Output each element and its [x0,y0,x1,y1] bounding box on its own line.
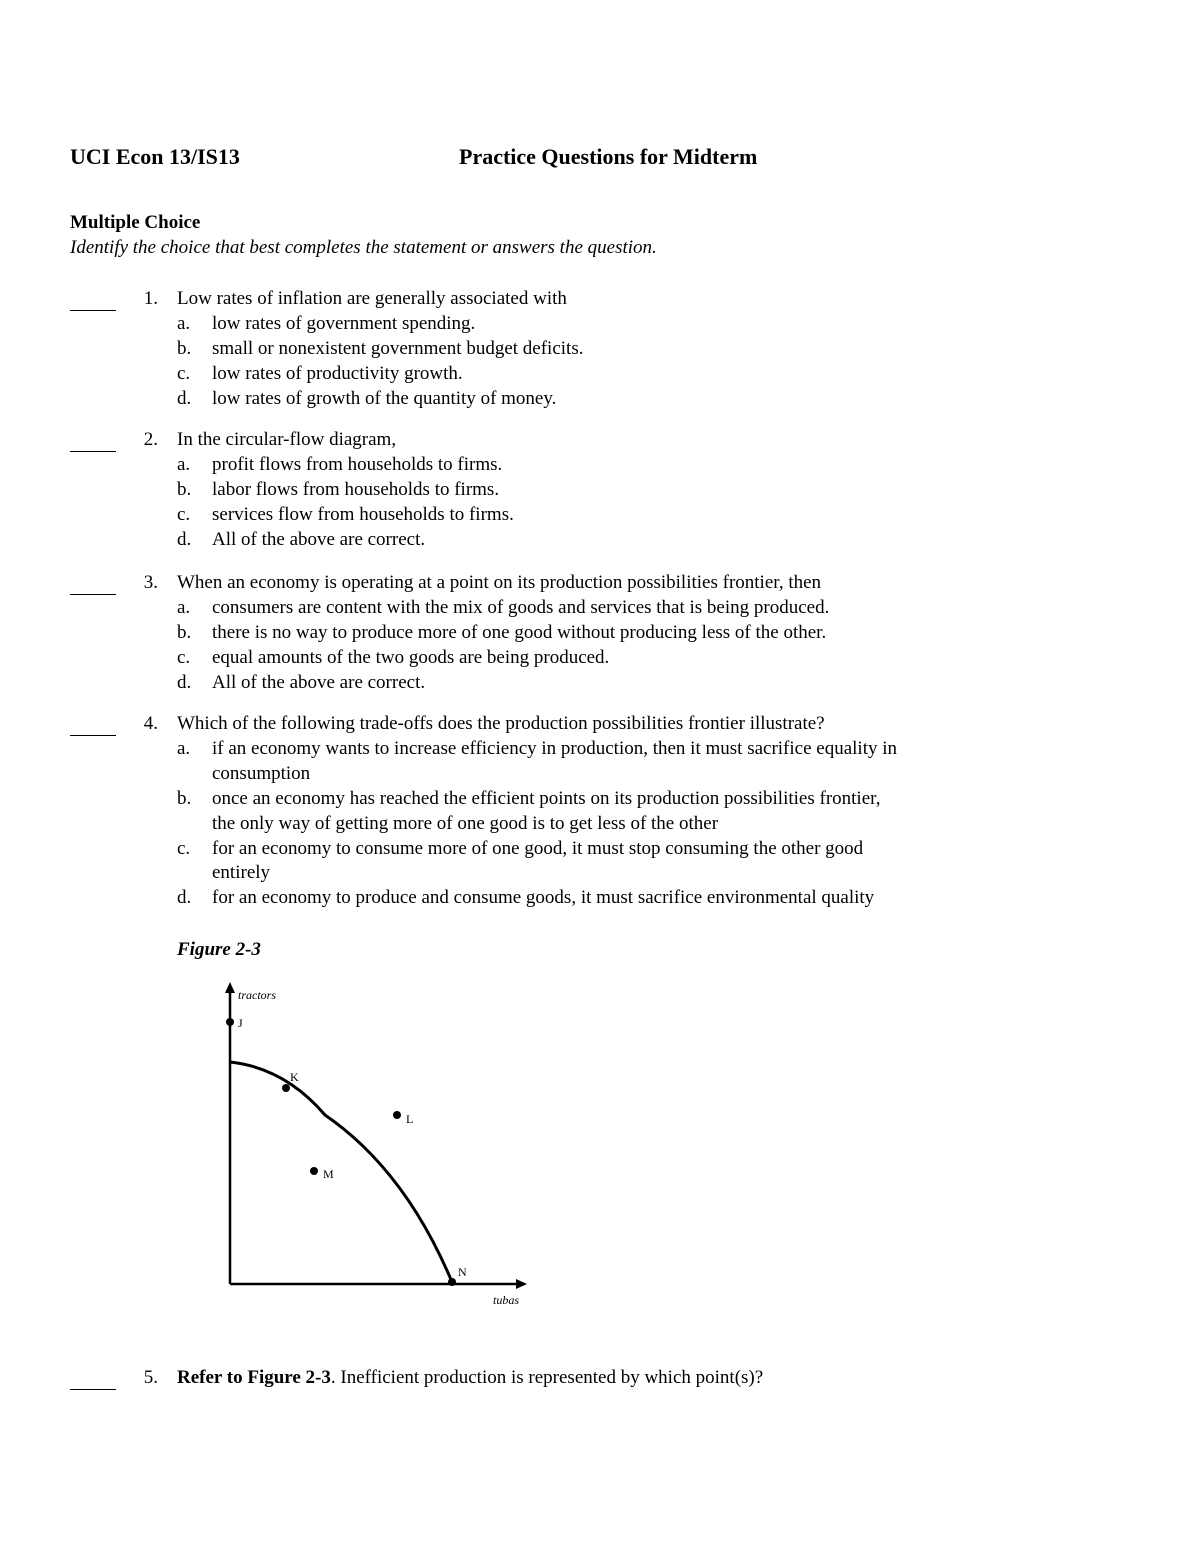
ppf-figure [215,980,535,1310]
option-text: small or nonexistent government budget deficits. [212,337,584,359]
question-number: 4. [143,713,158,734]
question-text: When an economy is operating at a point on its production possibilities frontier, then [177,572,822,593]
option-text: for an economy to produce and consume goods, it must sacrifice environmental quality [212,887,875,909]
y-axis-arrow [225,982,235,993]
option-text: for an economy to consume more of one good, it must stop consuming the other good [212,837,864,859]
option-text: services flow from households to firms. [212,503,514,525]
question-text: In the circular-flow diagram, [177,429,397,450]
option-text: labor flows from households to firms. [212,478,500,500]
section-instructions: Identify the choice that best completes the statement or answers the question. [70,237,657,258]
page-title: Practice Questions for Midterm [459,144,758,169]
option-letter: d. [177,528,192,550]
option-letter: a. [177,737,191,759]
option-letter: d. [177,671,192,693]
point-m-label: M [323,1167,334,1181]
option-letter: b. [177,787,192,809]
question-text: Low rates of inflation are generally associated with [177,288,567,309]
option-text: if an economy wants to increase efficiency in production, then it must sacrifice equality in [212,737,898,759]
point-n-label: N [458,1265,467,1279]
x-axis-arrow [516,1279,527,1289]
option-text: low rates of productivity growth. [212,362,463,384]
option-text: low rates of growth of the quantity of money. [212,387,557,409]
option-letter: d. [177,887,192,909]
figure-reference: Refer to Figure 2-3 [177,1367,331,1388]
answer-blank-2[interactable] [70,451,116,452]
section-title: Multiple Choice [70,212,201,233]
question-number: 3. [143,572,158,593]
option-text: All of the above are correct. [212,528,426,550]
y-axis-label: tractors [238,988,277,1002]
option-text: equal amounts of the two goods are being produced. [212,646,610,668]
option-text: there is no way to produce more of one good without producing less of the other. [212,621,827,643]
option-text: low rates of government spending. [212,312,476,334]
point-l-marker [393,1111,401,1119]
question-number: 5. [143,1367,158,1388]
option-letter: c. [177,503,191,525]
point-k-marker [282,1084,290,1092]
question-number: 2. [143,429,158,450]
option-letter: c. [177,646,191,668]
option-letter: a. [177,596,191,618]
option-letter: c. [177,362,191,384]
ppf-curve [230,1062,452,1282]
question-body: . Inefficient production is represented by which point(s)? [330,1367,764,1388]
option-text: once an economy has reached the efficient points on its production possibilities frontier, [212,787,881,809]
option-text: entirely [212,862,271,884]
answer-blank-3[interactable] [70,594,116,595]
answer-blank-4[interactable] [70,735,116,736]
point-j-marker [226,1018,234,1026]
point-m-marker [310,1167,318,1175]
option-letter: d. [177,387,192,409]
point-n-marker [448,1278,456,1286]
option-text: All of the above are correct. [212,671,426,693]
question-text [177,1367,763,1389]
option-letter: b. [177,478,192,500]
option-text: consumers are content with the mix of goods and services that is being produced. [212,596,830,618]
option-letter: a. [177,453,191,475]
course-title: UCI Econ 13/IS13 [70,144,240,169]
answer-blank-1[interactable] [70,310,116,311]
option-letter: a. [177,312,191,334]
question-number: 1. [143,288,158,309]
option-letter: b. [177,337,192,359]
point-k-label: K [290,1070,299,1084]
x-axis-label: tubas [493,1293,520,1307]
point-j-label: J [238,1016,243,1030]
option-letter: c. [177,837,191,859]
figure-caption: Figure 2-3 [177,939,261,960]
answer-blank-5[interactable] [70,1389,116,1390]
option-text: the only way of getting more of one good is to get less of the other [212,812,719,834]
option-letter: b. [177,621,192,643]
option-text: profit flows from households to firms. [212,453,503,475]
option-text: consumption [212,762,311,784]
question-text: Which of the following trade-offs does the production possibilities frontier illustrate? [177,713,825,734]
point-l-label: L [406,1112,414,1126]
